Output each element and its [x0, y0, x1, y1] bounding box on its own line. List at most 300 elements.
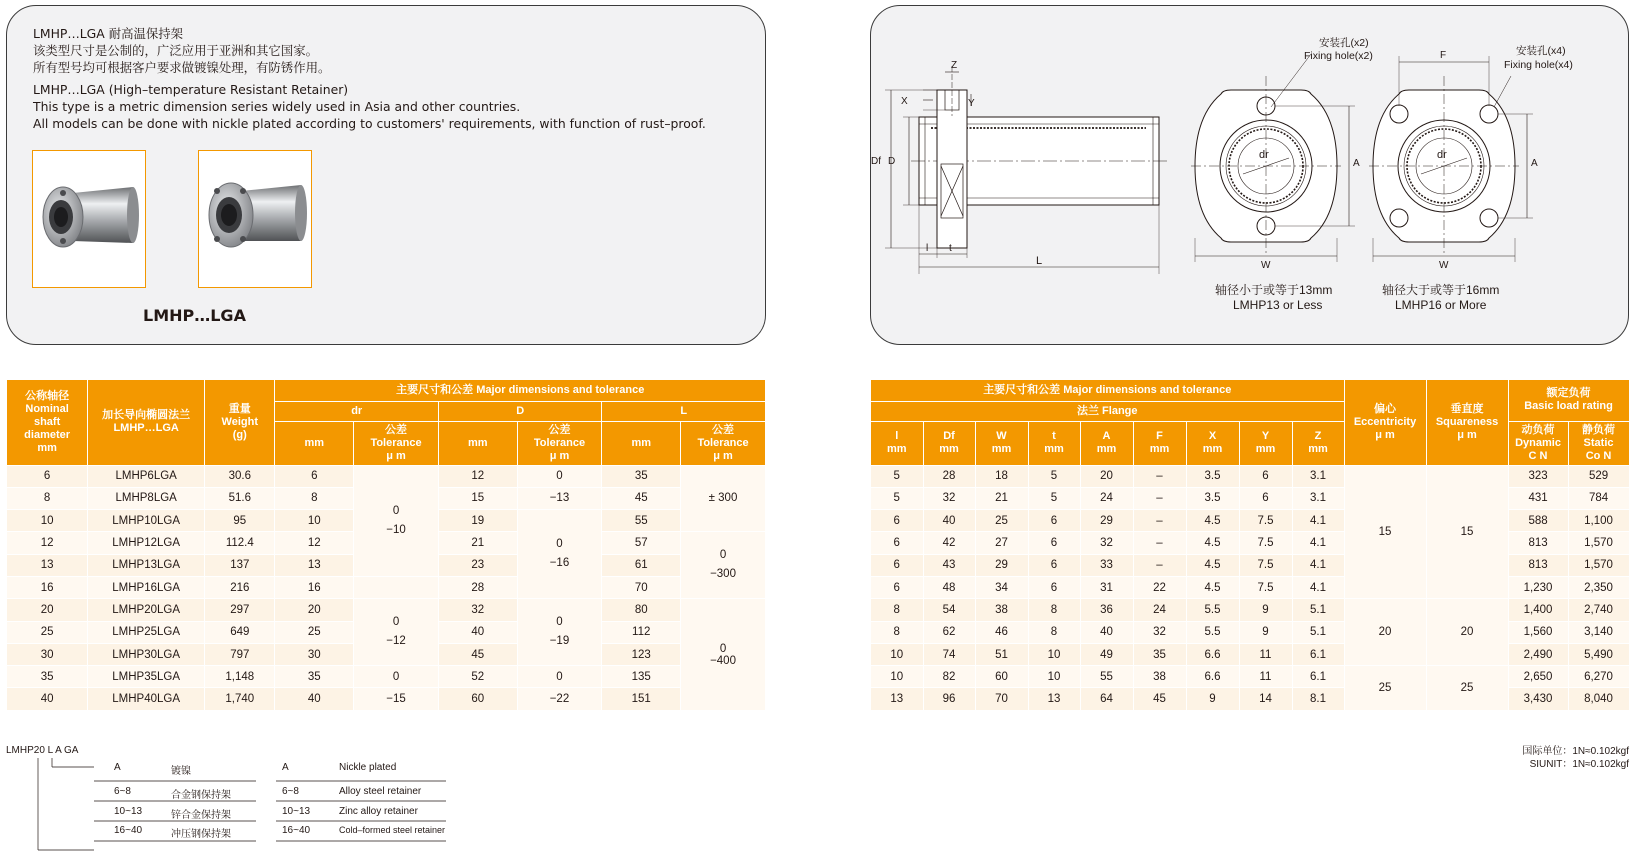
cell-L-tol [681, 532, 766, 599]
cell-dr: 25 [275, 621, 354, 643]
cell-D: 23 [438, 554, 517, 576]
drawing-panel [870, 5, 1629, 345]
cell-f: – [1133, 532, 1186, 554]
large-dim-label-f: F [1440, 50, 1447, 61]
cell-l: 8 [871, 599, 923, 621]
col-header-L: L [602, 401, 766, 421]
cell-x: 3.5 [1186, 465, 1239, 487]
col-header-dr-tol [354, 421, 439, 465]
col-header-L-tol [681, 421, 766, 465]
cell-L: 61 [602, 554, 681, 576]
dim-label-x: X [901, 96, 908, 107]
cell-df: 82 [923, 666, 975, 688]
cell-l: 6 [871, 576, 923, 598]
cell-squareness: 25 [1426, 666, 1508, 711]
cell-f: – [1133, 554, 1186, 576]
title-en: LMHP…LGA (High–temperature Resistant Retainer) [33, 82, 349, 97]
table-row [7, 688, 766, 710]
cell-t: 6 [1028, 576, 1080, 598]
sq-unit: μ m [1457, 428, 1477, 441]
cell-t: 8 [1028, 621, 1080, 643]
cell-w: 25 [975, 510, 1028, 532]
col-z: Z [1314, 430, 1322, 442]
cell-a: 55 [1080, 666, 1133, 688]
col-df: Df [943, 430, 955, 442]
cell-model: LMHP12LGA [88, 532, 205, 554]
cell-t: 6 [1028, 532, 1080, 554]
cell-L: 80 [602, 599, 681, 621]
front-view-small-drawing [1191, 54, 1355, 262]
cell-t: 6 [1028, 510, 1080, 532]
sq-cn: 垂直度 [1450, 402, 1484, 415]
cell-static-load: 1,570 [1568, 532, 1629, 554]
intro-text-cn-1: 该类型尺寸是公制的，广泛应用于亚洲和其它国家。 [33, 43, 318, 58]
static-unit: Co N [1585, 449, 1612, 462]
cell-D: 45 [438, 643, 517, 665]
cell-t: 5 [1028, 487, 1080, 509]
small-dim-label-w: W [1261, 260, 1271, 271]
cell-a: 24 [1080, 487, 1133, 509]
cell-weight: 137 [205, 554, 275, 576]
cell-dr: 10 [275, 510, 354, 532]
cell-z: 4.1 [1292, 532, 1344, 554]
col-header-shaft-en2: shaft [33, 415, 61, 428]
cell-shaft: 6 [7, 465, 88, 487]
cell-dr: 30 [275, 643, 354, 665]
cell-y: 7.5 [1239, 510, 1292, 532]
table-row [7, 576, 766, 598]
col-a: A [1102, 430, 1111, 442]
cell-L: 45 [602, 487, 681, 509]
legend-en-header-val: Nickle plated [339, 762, 397, 773]
tol-value: −19 [549, 635, 570, 648]
cell-shaft: 13 [7, 554, 88, 576]
cell-model: LMHP25LGA [88, 621, 205, 643]
ecc-unit: μ m [1375, 428, 1395, 441]
cell-static-load: 5,490 [1568, 643, 1629, 665]
cell-w: 29 [975, 554, 1028, 576]
large-hole-label-en: Fixing hole(x4) [1504, 59, 1573, 71]
cell-shaft: 40 [7, 688, 88, 710]
cell-x: 4.5 [1186, 554, 1239, 576]
cell-y: 7.5 [1239, 576, 1292, 598]
cell-model: LMHP16LGA [88, 576, 205, 598]
col-header-D-tol [517, 421, 602, 465]
col-header-weight-en: Weight [221, 415, 259, 428]
cell-a: 36 [1080, 599, 1133, 621]
col-header-weight [205, 380, 275, 465]
col-header-t [1028, 421, 1080, 465]
cell-dynamic-load: 1,230 [1508, 576, 1568, 598]
cell-l: 10 [871, 643, 923, 665]
table-row [871, 510, 1629, 532]
tol-value: −10 [386, 523, 406, 536]
cell-shaft: 35 [7, 666, 88, 688]
col-header-f [1133, 421, 1186, 465]
cell-a: 32 [1080, 532, 1133, 554]
dim-label-L: L [1036, 255, 1043, 267]
static-cn: 静负荷 [1582, 423, 1616, 436]
cell-z: 4.1 [1292, 554, 1344, 576]
cell-dynamic-load: 813 [1508, 532, 1568, 554]
cell-static-load: 784 [1568, 487, 1629, 509]
large-dim-label-dr: dr [1437, 149, 1447, 161]
cell-t: 10 [1028, 643, 1080, 665]
cell-dr: 16 [275, 576, 354, 598]
cell-w: 60 [975, 666, 1028, 688]
table-row [871, 599, 1629, 621]
cell-weight: 649 [205, 621, 275, 643]
col-header-flange: 法兰 Flange [871, 401, 1344, 421]
cell-shaft: 25 [7, 621, 88, 643]
cell-dr-tol [354, 465, 439, 576]
cell-D: 28 [438, 576, 517, 598]
cell-t: 6 [1028, 554, 1080, 576]
cell-weight: 1,148 [205, 666, 275, 688]
cell-t: 13 [1028, 688, 1080, 710]
cell-df: 28 [923, 465, 975, 487]
cell-squareness: 20 [1426, 599, 1508, 666]
cell-df: 40 [923, 510, 975, 532]
cell-dynamic-load: 1,560 [1508, 621, 1568, 643]
cell-z: 4.1 [1292, 576, 1344, 598]
cell-D: 12 [438, 465, 517, 487]
cell-model: LMHP13LGA [88, 554, 205, 576]
cell-x: 3.5 [1186, 487, 1239, 509]
cell-w: 27 [975, 532, 1028, 554]
cell-shaft: 8 [7, 487, 88, 509]
cell-y: 9 [1239, 599, 1292, 621]
cell-dr-tol [354, 599, 439, 666]
cell-w: 38 [975, 599, 1028, 621]
cell-L: 112 [602, 621, 681, 643]
unit-mm: mm [1202, 443, 1223, 455]
cell-D: 40 [438, 621, 517, 643]
cell-a: 31 [1080, 576, 1133, 598]
large-dim-label-a: A [1531, 158, 1538, 169]
cell-model: LMHP8LGA [88, 487, 205, 509]
table-row [871, 621, 1629, 643]
cell-D: 60 [438, 688, 517, 710]
col-header-static [1568, 421, 1629, 465]
dim-label-d: D [888, 156, 896, 167]
cell-D-tol: 0 [517, 666, 602, 688]
cell-z: 6.1 [1292, 666, 1344, 688]
cell-y: 11 [1239, 666, 1292, 688]
cell-dr: 13 [275, 554, 354, 576]
cell-w: 34 [975, 576, 1028, 598]
cell-y: 7.5 [1239, 532, 1292, 554]
table-row [871, 666, 1629, 688]
cell-D: 15 [438, 487, 517, 509]
cell-shaft: 30 [7, 643, 88, 665]
cell-dr: 40 [275, 688, 354, 710]
cell-weight: 30.6 [205, 465, 275, 487]
col-header-a [1080, 421, 1133, 465]
legend-cn-desc: 合金钢保持架 [171, 790, 231, 801]
unit-note-cn: 国际单位：1N≈0.102kgf [1522, 746, 1629, 757]
unit-mm: mm [886, 443, 907, 455]
dyn-unit: C N [1528, 449, 1548, 462]
cell-z: 3.1 [1292, 465, 1344, 487]
dim-label-y: Y [968, 98, 975, 109]
cell-z: 5.1 [1292, 599, 1344, 621]
cell-D-tol: 0 [517, 465, 602, 487]
cell-z: 5.1 [1292, 621, 1344, 643]
cell-a: 40 [1080, 621, 1133, 643]
cell-D-tol [517, 510, 602, 599]
table-row [871, 576, 1629, 598]
dim-label-df: Df [871, 156, 881, 167]
legend-cn-header-key: A [114, 762, 121, 773]
tol-value: 0 [719, 642, 727, 655]
intro-text-cn-2: 所有型号均可根据客户要求做镀镍处理，有防锈作用。 [33, 60, 331, 75]
cell-f: 45 [1133, 688, 1186, 710]
legend-en-range: 16~40 [282, 825, 311, 836]
legend-en-range: 10~13 [282, 806, 311, 817]
table-row [871, 532, 1629, 554]
cell-x: 9 [1186, 688, 1239, 710]
cell-f: 38 [1133, 666, 1186, 688]
col-header-df [923, 421, 975, 465]
col-header-D: D [438, 401, 601, 421]
col-header-dr-mm: mm [275, 421, 354, 465]
cell-dynamic-load: 2,650 [1508, 666, 1568, 688]
col-header-dr: dr [275, 401, 438, 421]
small-caption-en: LMHP13 or Less [1233, 298, 1323, 312]
cell-D: 21 [438, 532, 517, 554]
col-f: F [1156, 430, 1163, 442]
table-row [871, 487, 1629, 509]
col-header-major: 主要尺寸和公差 Major dimensions and tolerance [871, 380, 1344, 401]
cell-static-load: 6,270 [1568, 666, 1629, 688]
col-header-model-cn: 加长导向椭圆法兰 [102, 409, 191, 422]
tol-value: −12 [386, 635, 406, 648]
dimension-table-left [7, 380, 766, 711]
cell-y: 6 [1239, 487, 1292, 509]
ecc-cn: 偏心 [1374, 402, 1397, 415]
dyn-cn: 动负荷 [1521, 423, 1555, 436]
table-row [871, 643, 1629, 665]
cell-L: 35 [602, 465, 681, 487]
cell-df: 48 [923, 576, 975, 598]
cell-dynamic-load: 813 [1508, 554, 1568, 576]
intro-panel [6, 5, 766, 345]
cell-dr: 12 [275, 532, 354, 554]
cell-w: 46 [975, 621, 1028, 643]
tol-cn: 公差 [712, 423, 735, 436]
col-header-weight-cn: 重量 [228, 402, 251, 415]
cell-f: – [1133, 465, 1186, 487]
cell-y: 6 [1239, 465, 1292, 487]
cell-dr: 35 [275, 666, 354, 688]
legend-en-desc: Zinc alloy retainer [339, 806, 418, 817]
legend-en-range: 6~8 [282, 786, 299, 797]
small-dim-label-dr: dr [1259, 149, 1269, 161]
cell-eccentricity: 25 [1344, 666, 1426, 711]
cell-l: 8 [871, 621, 923, 643]
dimension-table-right [871, 380, 1630, 711]
tol-value: 0 [556, 616, 563, 629]
cell-D: 52 [438, 666, 517, 688]
cell-weight: 297 [205, 599, 275, 621]
product-code: LMHP…LGA [143, 306, 246, 325]
unit-note-en: SIUNIT：1N≈0.102kgf [1529, 759, 1629, 770]
cell-dr: 8 [275, 487, 354, 509]
cell-t: 10 [1028, 666, 1080, 688]
col-header-shaft-unit: mm [37, 441, 57, 454]
cell-l: 5 [871, 487, 923, 509]
cell-model: LMHP40LGA [88, 688, 205, 710]
col-header-l [871, 421, 923, 465]
cell-static-load: 2,350 [1568, 576, 1629, 598]
legend-cn-range: 10~13 [114, 806, 143, 817]
product-photo-2 [198, 150, 312, 288]
cell-L: 151 [602, 688, 681, 710]
tol-unit: μ m [549, 449, 570, 462]
cell-y: 9 [1239, 621, 1292, 643]
cell-f: 35 [1133, 643, 1186, 665]
cell-t: 8 [1028, 599, 1080, 621]
tol-value: −300 [710, 568, 736, 581]
cell-w: 70 [975, 688, 1028, 710]
legend-cn-header-val: 镀镍 [171, 766, 191, 777]
col-header-shaft-en3: diameter [24, 428, 71, 441]
cell-l: 10 [871, 666, 923, 688]
cell-l: 6 [871, 532, 923, 554]
tol-value: −16 [549, 557, 570, 570]
col-y: Y [1261, 430, 1270, 442]
cell-t: 5 [1028, 465, 1080, 487]
dim-label-t: t [949, 243, 952, 254]
cell-static-load: 8,040 [1568, 688, 1629, 710]
intro-text-en-2: All models can be done with nickle plated according to customers' requirements, with function of rust–proof. [33, 116, 706, 131]
cell-w: 21 [975, 487, 1028, 509]
cell-model: LMHP10LGA [88, 510, 205, 532]
cell-l: 5 [871, 465, 923, 487]
col-header-z [1292, 421, 1344, 465]
right-table-body [871, 465, 1629, 710]
cell-a: 64 [1080, 688, 1133, 710]
cell-f: – [1133, 510, 1186, 532]
col-header-load [1508, 380, 1629, 421]
col-header-weight-unit: (g) [232, 428, 247, 441]
col-l: l [895, 430, 899, 442]
col-header-w [975, 421, 1028, 465]
tol-cn: 公差 [548, 423, 571, 436]
unit-mm: mm [939, 443, 959, 455]
cell-L: 55 [602, 510, 681, 532]
legend-cn-range: 6~8 [114, 786, 131, 797]
large-caption-en: LMHP16 or More [1395, 298, 1487, 312]
unit-mm: mm [1308, 443, 1328, 455]
small-hole-label-cn: 安装孔(x2) [1319, 37, 1369, 49]
sq-en: Squareness [1435, 415, 1499, 428]
cell-eccentricity: 15 [1344, 465, 1426, 599]
col-header-L-mm: mm [602, 421, 681, 465]
large-caption-cn: 轴径大于或等于16mm [1382, 283, 1500, 297]
large-hole-label-cn: 安装孔(x4) [1516, 45, 1566, 57]
cell-df: 74 [923, 643, 975, 665]
small-caption-cn: 轴径小于或等于13mm [1215, 283, 1333, 297]
large-dim-label-w: W [1439, 260, 1449, 271]
cell-shaft: 20 [7, 599, 88, 621]
col-header-shaft-cn: 公称轴径 [25, 389, 70, 402]
cell-dynamic-load: 588 [1508, 510, 1568, 532]
cell-D: 19 [438, 510, 517, 532]
cell-shaft: 10 [7, 510, 88, 532]
cell-df: 32 [923, 487, 975, 509]
tol-en: Tolerance [370, 436, 422, 449]
cell-static-load: 1,100 [1568, 510, 1629, 532]
cell-x: 4.5 [1186, 510, 1239, 532]
cell-x: 4.5 [1186, 576, 1239, 598]
unit-note [1522, 745, 1629, 771]
cell-L: 135 [602, 666, 681, 688]
cell-a: 49 [1080, 643, 1133, 665]
col-header-D-mm: mm [438, 421, 517, 465]
cell-f: 32 [1133, 621, 1186, 643]
tol-en: Tolerance [533, 436, 586, 449]
tol-unit: μ m [713, 449, 733, 462]
tol-unit: μ m [386, 449, 406, 462]
cell-y: 14 [1239, 688, 1292, 710]
cell-y: 7.5 [1239, 554, 1292, 576]
cell-df: 62 [923, 621, 975, 643]
unit-mm: mm [1096, 443, 1117, 455]
tol-value: 0 [556, 538, 563, 551]
cell-L: 57 [602, 532, 681, 554]
tol-value: 0 [719, 549, 727, 562]
cell-x: 4.5 [1186, 532, 1239, 554]
cell-static-load: 1,570 [1568, 554, 1629, 576]
cell-D-tol [517, 599, 602, 666]
dim-label-z: Z [951, 60, 958, 71]
load-en: Basic load rating [1524, 400, 1613, 413]
cell-y: 11 [1239, 643, 1292, 665]
cell-x: 6.6 [1186, 643, 1239, 665]
col-header-dynamic [1508, 421, 1568, 465]
cell-model: LMHP20LGA [88, 599, 205, 621]
legend-en-desc: Alloy steel retainer [339, 786, 422, 797]
cell-weight: 112.4 [205, 532, 275, 554]
cell-dr-tol: −15 [354, 688, 439, 710]
col-header-model [88, 380, 205, 465]
cell-dynamic-load: 3,430 [1508, 688, 1568, 710]
cell-df: 96 [923, 688, 975, 710]
cell-weight: 797 [205, 643, 275, 665]
cell-f: 24 [1133, 599, 1186, 621]
cell-f: – [1133, 487, 1186, 509]
cell-L: 70 [602, 576, 681, 598]
col-header-shaft-en1: Nominal [25, 402, 69, 415]
col-w: W [996, 430, 1007, 442]
cell-l: 13 [871, 688, 923, 710]
cell-eccentricity: 20 [1344, 599, 1426, 666]
cell-dr: 20 [275, 599, 354, 621]
col-header-model-en: LMHP…LGA [113, 422, 179, 435]
col-header-eccentricity [1344, 380, 1426, 465]
cell-squareness: 15 [1426, 465, 1508, 599]
tol-value: 0 [392, 616, 400, 629]
cell-x: 6.6 [1186, 666, 1239, 688]
load-cn: 额定负荷 [1546, 387, 1591, 400]
tol-cn: 公差 [385, 423, 408, 436]
legend-cn-desc: 锌合金保持架 [171, 810, 231, 821]
cell-weight: 1,740 [205, 688, 275, 710]
cell-weight: 95 [205, 510, 275, 532]
cell-dynamic-load: 431 [1508, 487, 1568, 509]
